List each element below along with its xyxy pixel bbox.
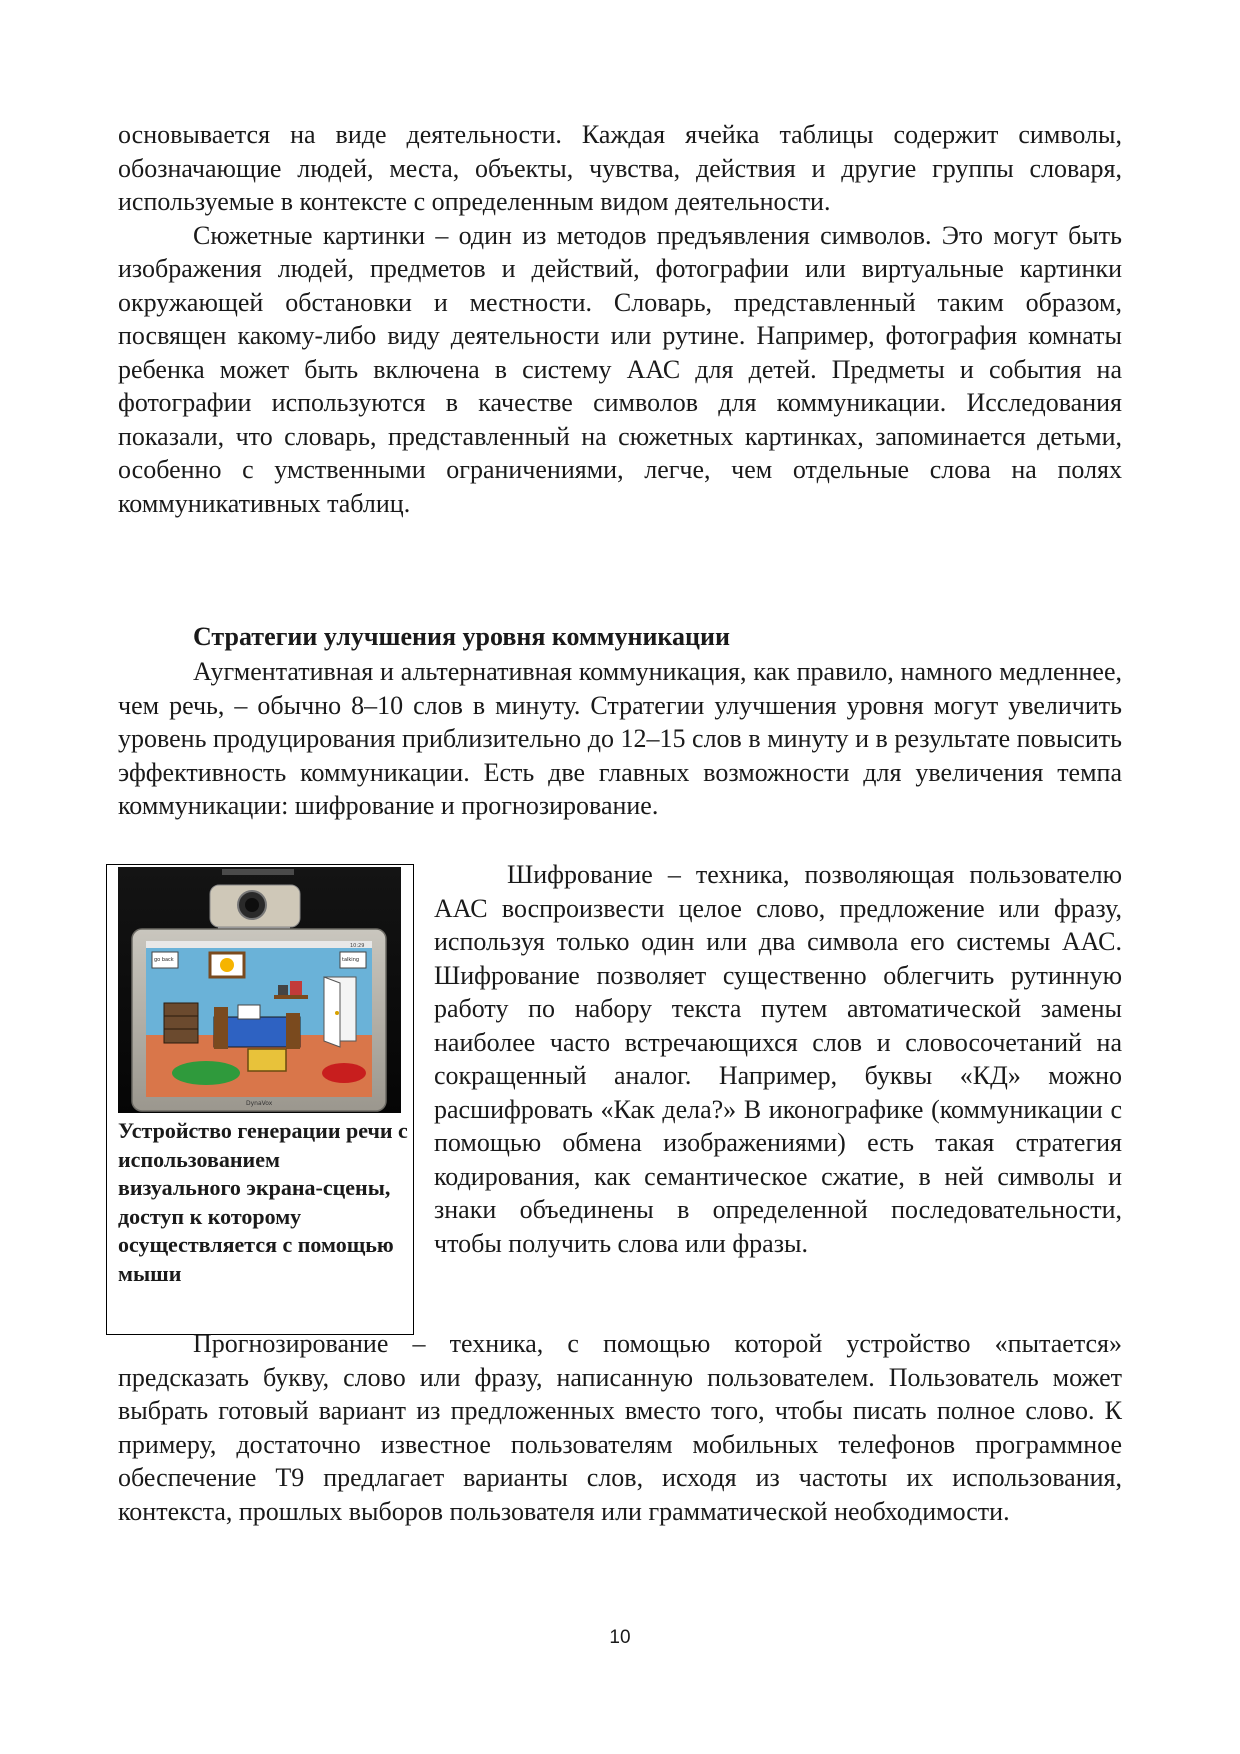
paragraph-scene-pictures: Сюжетные картинки – один из методов предъявления символов. Это могут быть изображения людей, предметов и действий, фотографии или виртуальные картинки окружающей обстановки и местности. Словарь, представленный таким образом, посвящен какому-либо виду деятельности или рутине. Например, фотография комнаты ребенка может быть включена в систему ААС для детей. Предметы и события на фотографии используются в качестве символов для коммуникации. Исследования показали, что словарь, представленный на сюжетных картинках, запоминается детьми, особенно с умственными ограничениями, легче, чем отдельные слова на полях коммуникативных таблиц. xyxy=(118,220,1122,518)
paragraph-activity-grid: основывается на виде деятельности. Каждая ячейка таблицы содержит символы, обозначающие людей, места, объекты, чувства, действия и другие группы словаря, используемые в контексте с определенным видом деятельности. xyxy=(118,120,1122,216)
body-text-strategies xyxy=(118,655,1122,823)
screen-go-back-label: go back xyxy=(154,957,174,963)
paragraph-prediction: Прогнозирование – техника, с помощью которой устройство «пытается» предсказать букву, слово или фразу, написанную пользователем. Пользователь может выбрать готовый вариант из предложенных вместо того, чтобы писать полное слово. К примеру, достаточно известное пользователям мобильных телефонов программное обеспечение Т9 предлагает варианты слов, исходя из частоты их использования, контекста, прошлых выборов пользователя или грамматической необходимости. xyxy=(118,1329,1122,1526)
section-heading: Стратегии улучшения уровня коммуникации xyxy=(193,622,730,651)
body-text-top xyxy=(118,118,1122,520)
device-photo xyxy=(118,867,401,1113)
device-brand-label: DynaVox xyxy=(246,1100,273,1107)
figure-caption: Устройство генерации речи с использованием визуального экрана-сцены, доступ к которому осуществляется с помощью мыши xyxy=(118,1118,408,1286)
figure-speech-device xyxy=(106,864,414,1335)
screen-time-label: 10:29 xyxy=(350,943,365,949)
paragraph-communication-rate: Аугментативная и альтернативная коммуникация, как правило, намного медленнее, чем речь, – обычно 8–10 слов в минуту. Стратегии улучшения уровня могут увеличить уровень продуцирования приблизительно до 12–15 слов в минуту и в результате повысить эффективность коммуникации. Есть две главных возможности для увеличения темпа коммуникации: шифрование и прогнозирование. xyxy=(118,657,1122,820)
body-text-prediction xyxy=(118,1327,1122,1528)
paragraph-encoding: Шифрование – техника, позволяющая пользователю ААС воспроизвести целое слово, предложение или фразу, используя только один или два символа его системы ААС. Шифрование позволяет существенно облегчить рутинную работу по набору текста путем автоматической замены наиболее часто встречающихся слов и словосочетаний на сокращенный аналог. Например, буквы «КД» можно расшифровать «Как дела?» В иконографике (коммуникации с помощью обмена изображениями) есть такая стратегия кодирования, как семантическое сжатие, в ней символы и знаки объединены в определенной последовательности, чтобы получить слова или фразы. xyxy=(434,860,1122,1258)
screen-talking-label: talking xyxy=(342,957,360,963)
body-text-encoding xyxy=(434,858,1122,1260)
page-number: 10 xyxy=(609,1627,631,1648)
device-illustration xyxy=(118,867,401,1113)
